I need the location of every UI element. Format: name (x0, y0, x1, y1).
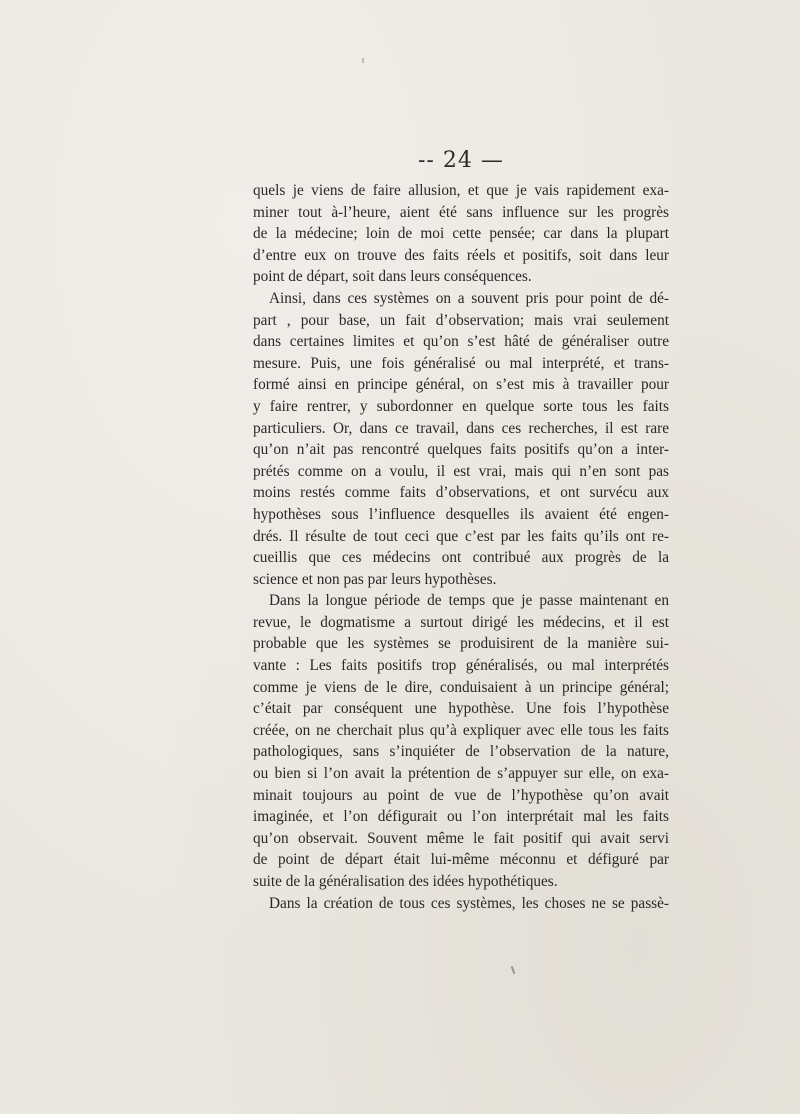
text-line: pathologiques, sans s’inquiéter de l’observation de la nature, (253, 743, 669, 761)
page-number: -- 24 — (418, 148, 504, 173)
text-line: suite de la généralisation des idées hypothétiques. (253, 873, 558, 890)
text-line: part , pour base, un fait d’observation; mais vrai seulement (253, 311, 669, 329)
text-line: prétés comme on a voulu, il est vrai, mais qui n’en sont pas (253, 462, 669, 480)
text-line: créée, on ne cherchait plus qu’à expliquer avec elle tous les faits (253, 721, 669, 739)
text-line: revue, le dogmatisme a surtout dirigé les médecins, et il est (253, 613, 669, 631)
text-line: y faire rentrer, y subordonner en quelque sorte tous les faits (253, 397, 669, 415)
text-line: cueillis que ces médecins ont contribué aux progrès de la (253, 549, 669, 567)
text-line: vante : Les faits positifs trop généralisés, ou mal interprétés (253, 657, 669, 675)
text-line: de point de départ était lui-même méconnu et défiguré par (253, 851, 669, 869)
text-line: quels je viens de faire allusion, et que je vais rapidement exa- (253, 182, 669, 199)
text-line: probable que les systèmes se produisirent de la manière sui- (253, 635, 669, 653)
text-line: miner tout à-l’heure, aient été sans influence sur les progrès (253, 203, 669, 221)
text-line: Ainsi, dans ces systèmes on a souvent pris pour point de dé- (269, 289, 669, 307)
paper-speck (511, 966, 516, 974)
text-line: dans certaines limites et qu’on s’est hâté de généraliser outre (253, 333, 669, 351)
text-line: c’était par conséquent une hypothèse. Une fois l’hypothèse (253, 700, 669, 718)
text-line: moins restés comme faits d’observations, et ont survécu aux (253, 484, 669, 502)
text-line: drés. Il résulte de tout ceci que c’est par les faits qu’ils ont re- (253, 527, 669, 545)
text-line: imaginée, et l’on défigurait ou l’on interprétait mal les faits (253, 808, 669, 826)
text-line: particuliers. Or, dans ce travail, dans ces recherches, il est rare (253, 419, 669, 437)
text-line: formé ainsi en principe général, on s’est mis à travailler pour (253, 376, 669, 394)
text-line: minait toujours au point de vue de l’hypothèse qu’on avait (253, 786, 669, 804)
text-line: science et non pas par leurs hypothèses. (253, 570, 497, 588)
text-line: comme je viens de le dire, conduisaient à un principe général; (253, 678, 669, 696)
text-line: mesure. Puis, une fois généralisé ou mal interprété, et trans- (253, 354, 669, 372)
text-line: qu’on observait. Souvent même le fait positif qui avait servi (253, 829, 669, 847)
body-text (253, 180, 669, 914)
text-line: de la médecine; loin de moi cette pensée; car dans la plupart (253, 225, 669, 243)
paper-speck (362, 58, 364, 63)
text-line: d’entre eux on trouve des faits réels et positifs, soit dans leur (253, 246, 669, 264)
text-line: point de départ, soit dans leurs conséquences. (253, 268, 532, 286)
text-line: hypothèses sous l’influence desquelles ils avaient été engen- (253, 505, 669, 523)
text-line: Dans la longue période de temps que je passe maintenant en (269, 592, 669, 610)
text-line: qu’on n’ait pas rencontré quelques faits positifs qu’on a inter- (253, 441, 669, 459)
text-line: Dans la création de tous ces systèmes, les choses ne se passè- (269, 894, 669, 912)
text-line: ou bien si l’on avait la prétention de s’appuyer sur elle, on exa- (253, 765, 669, 783)
